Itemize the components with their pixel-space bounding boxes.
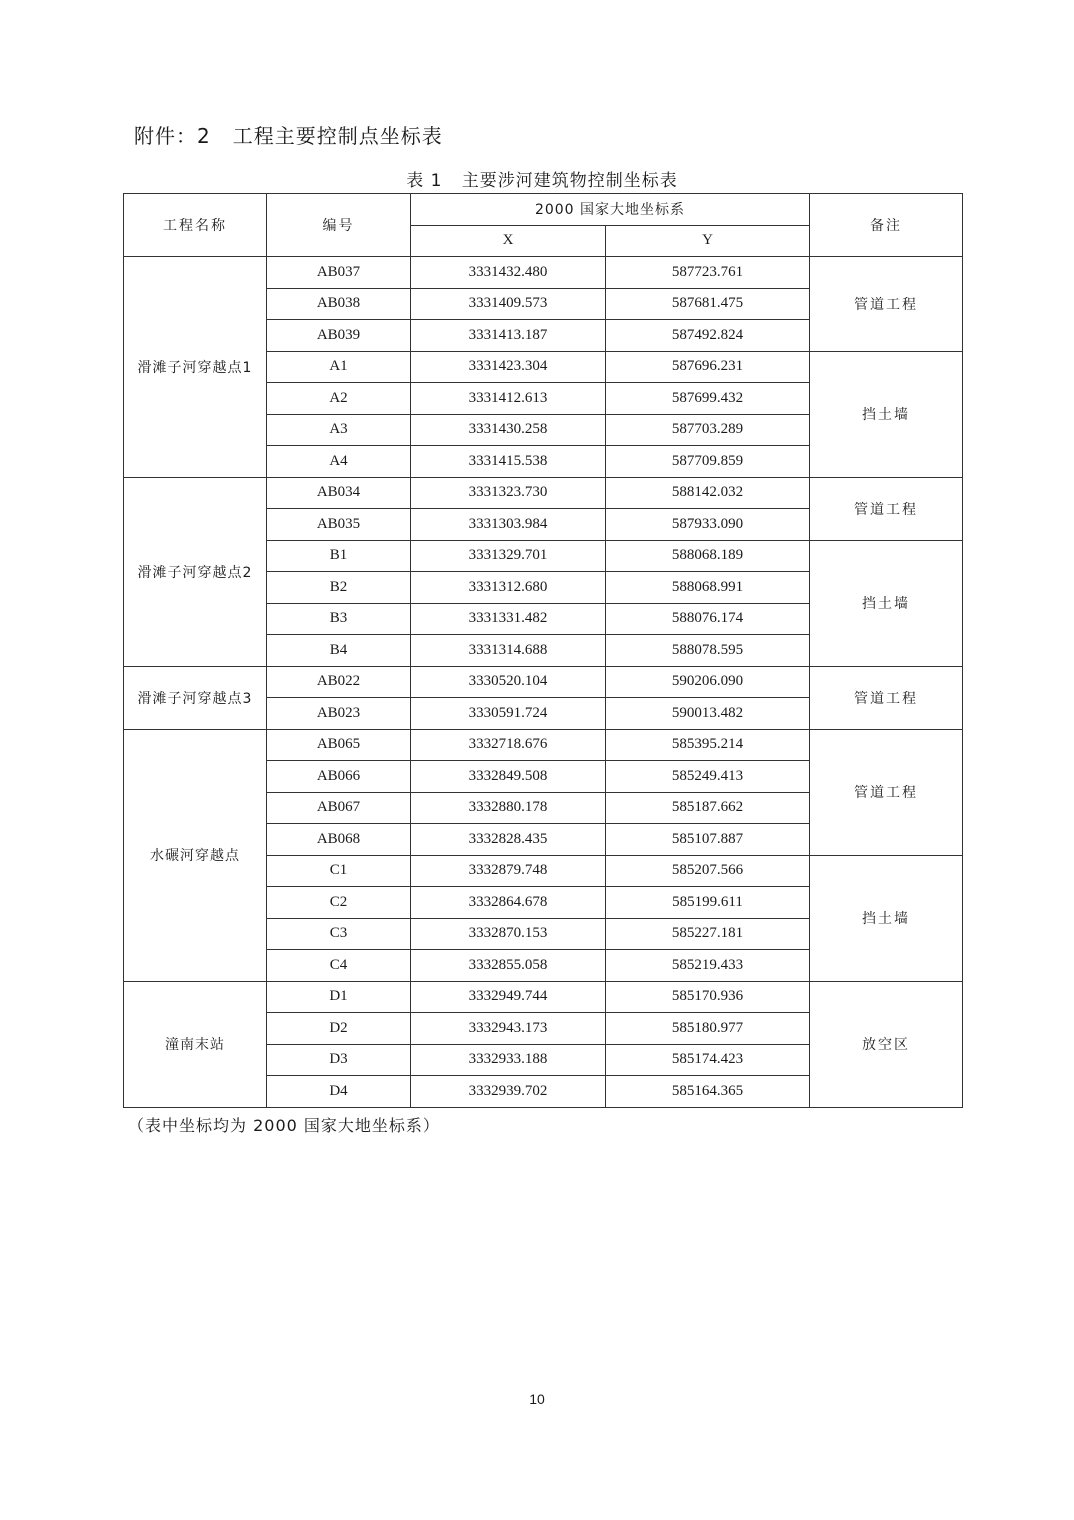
x-coordinate-cell: 3331314.688 xyxy=(411,635,606,667)
y-coordinate-cell: 588068.991 xyxy=(606,572,810,604)
remark-cell: 管道工程 xyxy=(810,729,963,855)
x-coordinate-cell: 3332943.173 xyxy=(411,1013,606,1045)
attachment-title: 附件：2 工程主要控制点坐标表 xyxy=(134,124,443,148)
y-coordinate-cell: 587492.824 xyxy=(606,320,810,352)
x-coordinate-cell: 3331303.984 xyxy=(411,509,606,541)
header-y: Y xyxy=(606,225,810,257)
remark-cell: 挡土墙 xyxy=(810,855,963,981)
y-coordinate-cell: 587723.761 xyxy=(606,257,810,289)
project-name-cell: 潼南末站 xyxy=(124,981,267,1107)
point-code-cell: B2 xyxy=(267,572,411,604)
project-name-cell: 水碾河穿越点 xyxy=(124,729,267,981)
y-coordinate-cell: 587681.475 xyxy=(606,288,810,320)
point-code-cell: A3 xyxy=(267,414,411,446)
point-code-cell: C4 xyxy=(267,950,411,982)
x-coordinate-cell: 3332718.676 xyxy=(411,729,606,761)
point-code-cell: D4 xyxy=(267,1076,411,1108)
header-code: 编号 xyxy=(267,194,411,257)
x-coordinate-cell: 3332828.435 xyxy=(411,824,606,856)
y-coordinate-cell: 588142.032 xyxy=(606,477,810,509)
x-coordinate-cell: 3331430.258 xyxy=(411,414,606,446)
x-coordinate-cell: 3331412.613 xyxy=(411,383,606,415)
header-project-name: 工程名称 xyxy=(124,194,267,257)
y-coordinate-cell: 585199.611 xyxy=(606,887,810,919)
y-coordinate-cell: 588076.174 xyxy=(606,603,810,635)
remark-cell: 管道工程 xyxy=(810,477,963,540)
point-code-cell: B1 xyxy=(267,540,411,572)
y-coordinate-cell: 587709.859 xyxy=(606,446,810,478)
y-coordinate-cell: 585180.977 xyxy=(606,1013,810,1045)
y-coordinate-cell: 585227.181 xyxy=(606,918,810,950)
y-coordinate-cell: 587696.231 xyxy=(606,351,810,383)
y-coordinate-cell: 585164.365 xyxy=(606,1076,810,1108)
header-x: X xyxy=(411,225,606,257)
x-coordinate-cell: 3332933.188 xyxy=(411,1044,606,1076)
y-coordinate-cell: 587699.432 xyxy=(606,383,810,415)
point-code-cell: AB067 xyxy=(267,792,411,824)
x-coordinate-cell: 3331329.701 xyxy=(411,540,606,572)
table-caption: 表 1 主要涉河建筑物控制坐标表 xyxy=(406,171,678,191)
point-code-cell: C1 xyxy=(267,855,411,887)
page-number: 10 xyxy=(529,1391,545,1407)
x-coordinate-cell: 3332879.748 xyxy=(411,855,606,887)
point-code-cell: AB066 xyxy=(267,761,411,793)
remark-cell: 挡土墙 xyxy=(810,351,963,477)
y-coordinate-cell: 590206.090 xyxy=(606,666,810,698)
x-coordinate-cell: 3332949.744 xyxy=(411,981,606,1013)
x-coordinate-cell: 3332855.058 xyxy=(411,950,606,982)
point-code-cell: A4 xyxy=(267,446,411,478)
y-coordinate-cell: 585207.566 xyxy=(606,855,810,887)
y-coordinate-cell: 587703.289 xyxy=(606,414,810,446)
x-coordinate-cell: 3332849.508 xyxy=(411,761,606,793)
x-coordinate-cell: 3332880.178 xyxy=(411,792,606,824)
project-name-cell: 滑滩子河穿越点1 xyxy=(124,257,267,478)
y-coordinate-cell: 585187.662 xyxy=(606,792,810,824)
header-row xyxy=(124,194,963,226)
point-code-cell: D3 xyxy=(267,1044,411,1076)
y-coordinate-cell: 585395.214 xyxy=(606,729,810,761)
point-code-cell: AB038 xyxy=(267,288,411,320)
x-coordinate-cell: 3330520.104 xyxy=(411,666,606,698)
x-coordinate-cell: 3331413.187 xyxy=(411,320,606,352)
point-code-cell: D2 xyxy=(267,1013,411,1045)
table-row xyxy=(124,257,963,289)
table-body xyxy=(124,257,963,1108)
remark-cell: 挡土墙 xyxy=(810,540,963,666)
x-coordinate-cell: 3331432.480 xyxy=(411,257,606,289)
y-coordinate-cell: 587933.090 xyxy=(606,509,810,541)
y-coordinate-cell: 585219.433 xyxy=(606,950,810,982)
table-row xyxy=(124,477,963,509)
point-code-cell: C2 xyxy=(267,887,411,919)
table-row xyxy=(124,981,963,1013)
y-coordinate-cell: 588068.189 xyxy=(606,540,810,572)
point-code-cell: AB023 xyxy=(267,698,411,730)
point-code-cell: B4 xyxy=(267,635,411,667)
project-name-cell: 滑滩子河穿越点2 xyxy=(124,477,267,666)
y-coordinate-cell: 588078.595 xyxy=(606,635,810,667)
y-coordinate-cell: 585170.936 xyxy=(606,981,810,1013)
table-note: （表中坐标均为 2000 国家大地坐标系） xyxy=(128,1116,440,1135)
remark-cell: 管道工程 xyxy=(810,666,963,729)
y-coordinate-cell: 585107.887 xyxy=(606,824,810,856)
point-code-cell: AB065 xyxy=(267,729,411,761)
point-code-cell: AB034 xyxy=(267,477,411,509)
x-coordinate-cell: 3330591.724 xyxy=(411,698,606,730)
y-coordinate-cell: 585249.413 xyxy=(606,761,810,793)
point-code-cell: AB037 xyxy=(267,257,411,289)
y-coordinate-cell: 585174.423 xyxy=(606,1044,810,1076)
x-coordinate-cell: 3332939.702 xyxy=(411,1076,606,1108)
point-code-cell: AB068 xyxy=(267,824,411,856)
x-coordinate-cell: 3331409.573 xyxy=(411,288,606,320)
table-row xyxy=(124,666,963,698)
project-name-cell: 滑滩子河穿越点3 xyxy=(124,666,267,729)
x-coordinate-cell: 3331331.482 xyxy=(411,603,606,635)
remark-cell: 放空区 xyxy=(810,981,963,1107)
point-code-cell: AB022 xyxy=(267,666,411,698)
remark-cell: 管道工程 xyxy=(810,257,963,352)
x-coordinate-cell: 3331323.730 xyxy=(411,477,606,509)
header-remark: 备注 xyxy=(810,194,963,257)
x-coordinate-cell: 3331423.304 xyxy=(411,351,606,383)
coordinate-table xyxy=(123,193,963,1108)
point-code-cell: B3 xyxy=(267,603,411,635)
point-code-cell: D1 xyxy=(267,981,411,1013)
x-coordinate-cell: 3332870.153 xyxy=(411,918,606,950)
table-row xyxy=(124,729,963,761)
y-coordinate-cell: 590013.482 xyxy=(606,698,810,730)
x-coordinate-cell: 3331415.538 xyxy=(411,446,606,478)
point-code-cell: C3 xyxy=(267,918,411,950)
x-coordinate-cell: 3331312.680 xyxy=(411,572,606,604)
point-code-cell: AB035 xyxy=(267,509,411,541)
header-coordinate-system: 2000 国家大地坐标系 xyxy=(411,194,810,226)
x-coordinate-cell: 3332864.678 xyxy=(411,887,606,919)
point-code-cell: AB039 xyxy=(267,320,411,352)
point-code-cell: A2 xyxy=(267,383,411,415)
point-code-cell: A1 xyxy=(267,351,411,383)
